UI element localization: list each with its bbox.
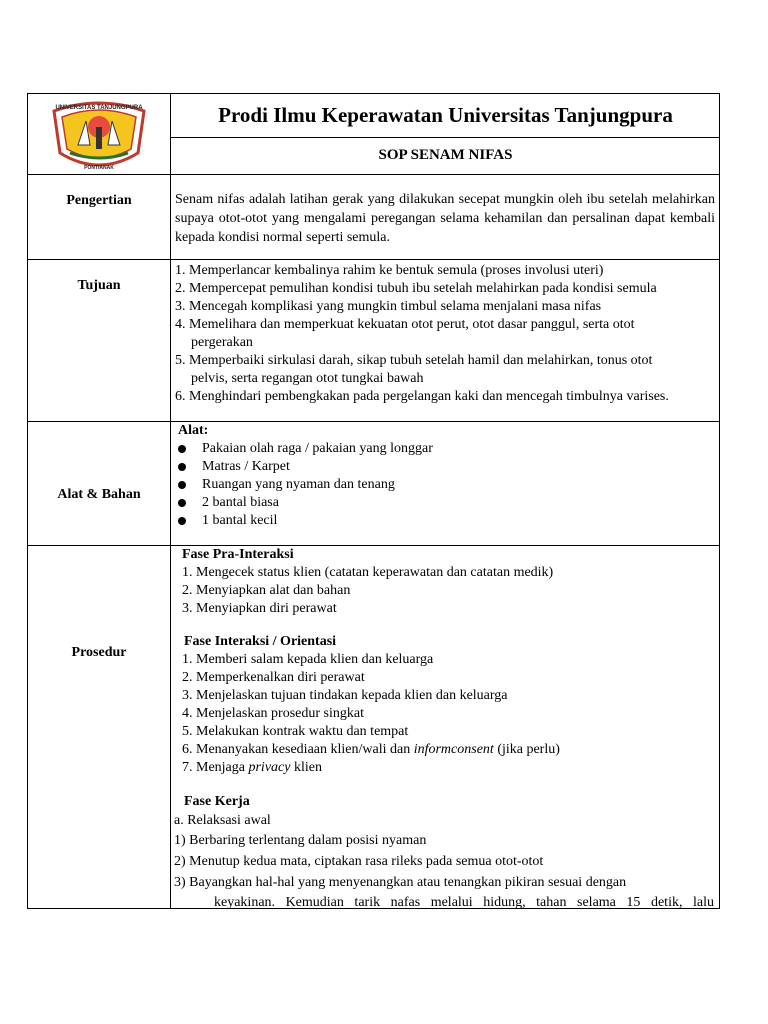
alat-list	[174, 422, 714, 530]
section-heading: Fase Pra-Interaksi	[182, 547, 294, 562]
svg-text:PONTIANAK: PONTIANAK	[84, 165, 114, 171]
svg-text:UNIVERSITAS TANJUNGPURA: UNIVERSITAS TANJUNGPURA	[55, 105, 143, 111]
list-item: 3. Menjelaskan tujuan tindakan kepada klien dan keluarga	[182, 688, 508, 703]
list-item: 1 bantal kecil	[174, 512, 714, 530]
list-item: 6. Menanyakan kesediaan klien/wali dan informconsent (jika perlu)	[182, 742, 560, 757]
list-item: 1. Memperlancar kembalinya rahim ke bentuk semula (proses involusi uteri)	[175, 263, 604, 278]
pengertian-text: Senam nifas adalah latihan gerak yang dilakukan secepat mungkin oleh ibu setelah melahirkan supaya otot-otot yang mengalami peregangan selama kehamilan dan persalinan dapat kembali kepada kondisi normal seperti semula.	[175, 192, 715, 245]
pengertian-label: Pengertian	[66, 193, 132, 208]
list-item: 2. Menyiapkan alat dan bahan	[182, 583, 351, 598]
list-item: 1. Mengecek status klien (catatan keperawatan dan catatan medik)	[182, 565, 554, 580]
list-item: 1) Berbaring terlentang dalam posisi nyaman	[174, 833, 427, 848]
list-item: keyakinan. Kemudian tarik nafas melalui hidung, tahan selama 15 detik, lalu	[214, 895, 714, 910]
alat-label: Alat & Bahan	[57, 487, 141, 502]
list-item: 6. Menghindari pembengkakan pada pergelangan kaki dan mencegah timbulnya varises.	[175, 389, 669, 404]
list-item: 5. Memperbaiki sirkulasi darah, sikap tubuh setelah hamil dan melahirkan, tonus otot	[175, 353, 653, 368]
list-item: 3) Bayangkan hal-hal yang menyenangkan atau tenangkan pikiran sesuai dengan	[174, 875, 627, 890]
list-item: 2. Mempercepat pemulihan kondisi tubuh ibu setelah melahirkan pada kondisi semula	[175, 281, 657, 296]
list-item: pelvis, serta regangan otot tungkai bawah	[191, 371, 424, 386]
alat-heading: Alat:	[178, 423, 209, 438]
section-heading: Fase Kerja	[184, 794, 250, 809]
prosedur-label: Prosedur	[71, 645, 127, 660]
list-item: 1. Memberi salam kepada klien dan keluarga	[182, 652, 434, 667]
list-item: 3. Mencegah komplikasi yang mungkin timbul selama menjalani masa nifas	[175, 299, 602, 314]
list-item: 4. Menjelaskan prosedur singkat	[182, 706, 364, 721]
tujuan-list	[175, 262, 715, 406]
page-subtitle: SOP SENAM NIFAS	[378, 147, 513, 163]
list-item: Matras / Karpet	[174, 458, 714, 476]
page-title: Prodi Ilmu Keperawatan Universitas Tanjungpura	[218, 103, 673, 127]
prosedur-content	[174, 546, 714, 912]
divider	[28, 174, 719, 175]
divider	[28, 259, 719, 260]
list-item: Ruangan yang nyaman dan tenang	[174, 476, 714, 494]
column-divider	[170, 94, 171, 908]
list-item: pergerakan	[191, 335, 253, 350]
list-item: 2. Memperkenalkan diri perawat	[182, 670, 365, 685]
list-item: 5. Melakukan kontrak waktu dan tempat	[182, 724, 409, 739]
sop-table	[27, 93, 720, 909]
list-item: a. Relaksasi awal	[174, 813, 271, 828]
list-item: 7. Menjaga privacy klien	[182, 760, 322, 775]
list-item: 2) Menutup kedua mata, ciptakan rasa rileks pada semua otot-otot	[174, 854, 544, 869]
list-item: 4. Memelihara dan memperkuat kekuatan otot perut, otot dasar panggul, serta otot	[175, 317, 635, 332]
list-item: 2 bantal biasa	[174, 494, 714, 512]
list-item: 3. Menyiapkan diri perawat	[182, 601, 337, 616]
section-heading: Fase Interaksi / Orientasi	[184, 634, 337, 649]
list-item: Pakaian olah raga / pakaian yang longgar	[174, 440, 714, 458]
university-logo	[48, 97, 150, 173]
tujuan-label: Tujuan	[77, 278, 121, 293]
